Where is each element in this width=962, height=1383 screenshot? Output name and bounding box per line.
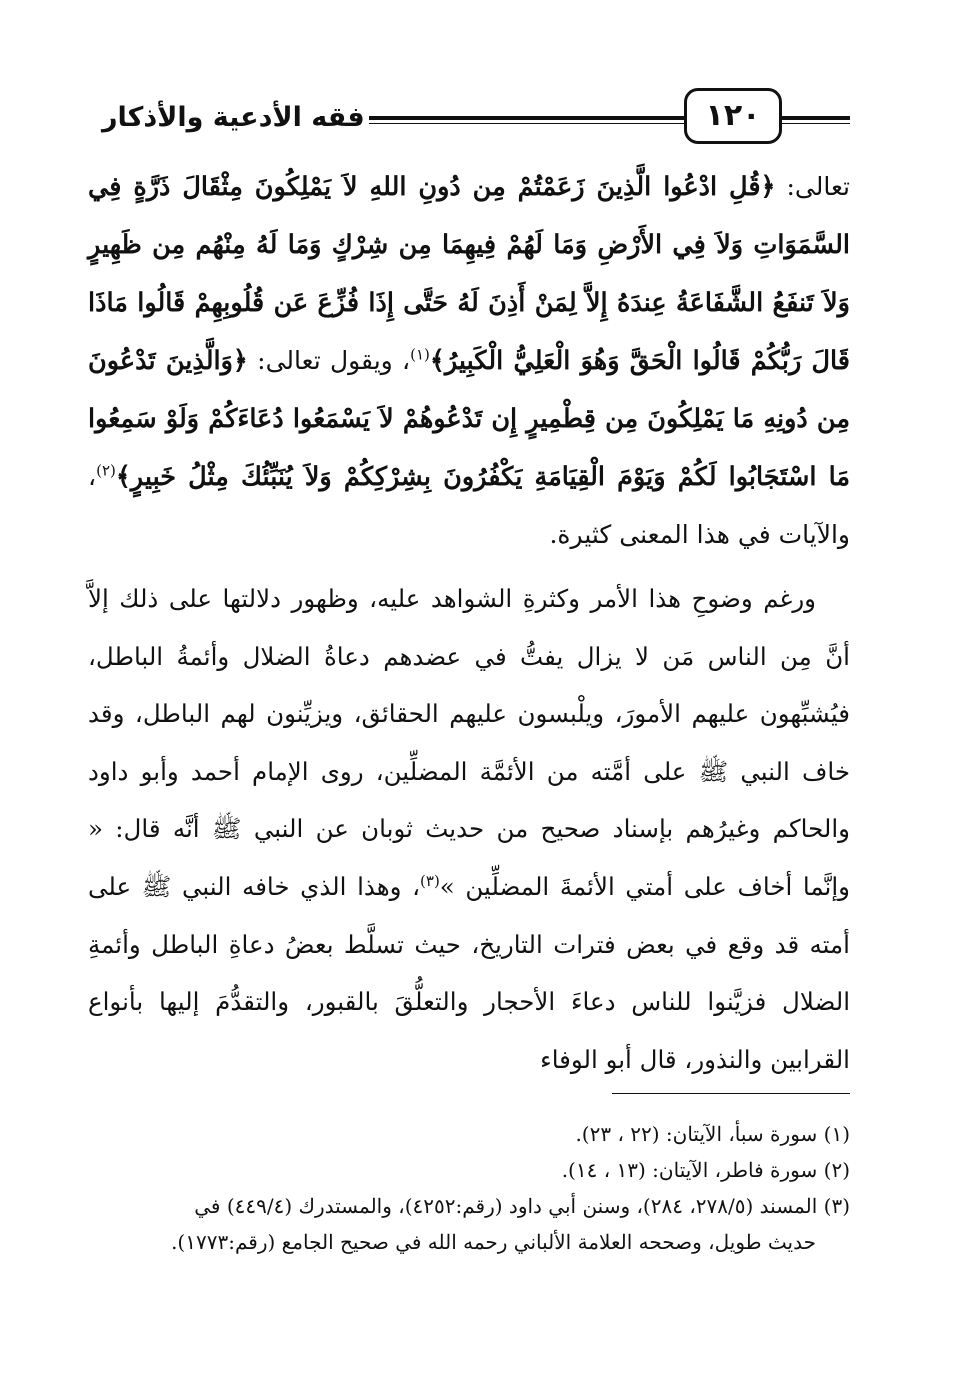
footnotes [88, 1116, 850, 1260]
connector-text: ، ويقول تعالى: [247, 346, 411, 375]
body-text [88, 158, 850, 1088]
paragraph-verses [88, 158, 850, 564]
footnote-ref-3[interactable]: (٣) [420, 871, 440, 890]
footnote-ref-2[interactable]: (٢) [96, 461, 116, 480]
footnote-ref-1[interactable]: (١) [410, 345, 430, 364]
footnote-2: (٢) سورة فاطر، الآيتان: (١٣ ، ١٤). [561, 1158, 850, 1182]
footnote-1: (١) سورة سبأ، الآيتان: (٢٢ ، ٢٣). [575, 1122, 850, 1146]
page-number: ١٢٠ [684, 88, 782, 144]
discussion-text-a: ورغم وضوحِ هذا الأمر وكثرةِ الشواهد عليه، وظهور دلالتها على ذلك إلاَّ أنَّ مِن الناس مَن لا يزال يفتُّ في عضدهم دعاةُ الضلال وأئمةُ الباطل، فيُشبِّهون عليهم الأمورَ، ويلْبسون عليهم الحقائق، ويزيِّنون لهم الباطل، وقد خاف النبي ﷺ على أمَّته من الأئمَّة المضلِّين، روى الإمام أحمد وأبو داود والحاكم وغيرُهم بإسناد صحيح من حديث ثوبان عن النبي ﷺ أنَّه قال: « وإنَّما أخاف على أمتي الأئمةَ المضلِّين » [88, 584, 851, 901]
quran-verse-saba: ﴿قُلِ ادْعُوا الَّذِينَ زَعَمْتُمْ مِن دُونِ اللهِ لاَ يَمْلِكُونَ مِثْقَالَ ذَرَّةٍ فِي السَّمَوَاتِ وَلاَ فِي الأَرْضِ وَمَا لَهُمْ فِيهِمَا مِن شِرْكٍ وَمَا لَهُ مِنْهُم مِن ظَهِيرٍ وَلاَ تَنفَعُ الشَّفَاعَةُ عِندَهُ إِلاَّ لِمَنْ أَذِنَ لَهُ حَتَّى إِذَا فُزِّعَ عَن قُلُوبِهِمْ قَالُوا مَاذَا قَالَ رَبُّكُمْ قَالُوا الْحَقَّ وَهُوَ الْعَلِيُّ الْكَبِيرُ﴾ [88, 172, 850, 376]
discussion-text-b: ، وهذا الذي خافه النبي ﷺ على أمته قد وقع في بعض فترات التاريخ، حيث تسلَّط بعضُ دعاةِ الباطل وأئمةِ الضلال فزيَّنوا للناس دعاءَ الأحجار والتعلُّقَ بالقبور، والتقدُّمَ إليها بأنواع القرابين والنذور، قال أبو الوفاء [88, 871, 850, 1074]
footnote-separator [612, 1093, 850, 1094]
paragraph-discussion [88, 570, 850, 1088]
footnote-3: (٣) المسند (٢٧٨/٥، ٢٨٤)، وسنن أبي داود (رقم:٤٢٥٢)، والمستدرك (٤٤٩/٤) في [194, 1194, 850, 1218]
running-title: فقه الأدعية والأذكار [90, 98, 369, 138]
footnote-3-continued: حديث طويل، وصححه العلامة الألباني رحمه الله في صحيح الجامع (رقم:١٧٧٣). [171, 1230, 816, 1254]
intro-text: تعالى: [775, 172, 850, 201]
quran-verse-fatir: ﴿وَالَّذِينَ تَدْعُونَ مِن دُونِهِ مَا يَمْلِكُونَ مِن قِطْمِيرٍ إِن تَدْعُوهُمْ لاَ يَسْمَعُوا دُعَاءَكُمْ وَلَوْ سَمِعُوا مَا اسْتَجَابُوا لَكُمْ وَيَوْمَ الْقِيَامَةِ يَكْفُرُونَ بِشِرْكِكُمْ وَلاَ يُنَبِّئُكَ مِثْلُ خَبِيرٍ﴾ [88, 346, 850, 492]
closing-text: ، والآيات في هذا المعنى كثيرة. [88, 462, 850, 549]
page-header [90, 92, 850, 148]
